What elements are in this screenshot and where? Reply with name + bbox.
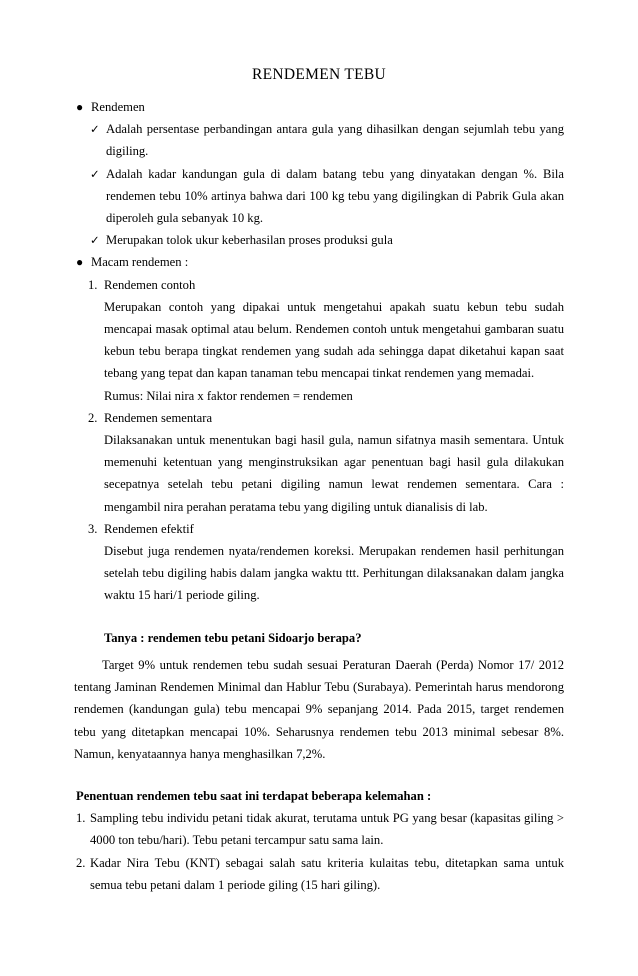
weakness-item: 1. Sampling tebu individu petani tidak akurat, terutama untuk PG yang besar (kapasitas giling > 4000 ton tebu/hari). Tebu petani tercampur satu sama lain.	[76, 811, 564, 848]
document-body	[76, 96, 564, 669]
weakness-item: 2. Kadar Nira Tebu (KNT) sebagai salah satu kriteria kulaitas tebu, ditetapkan sama untuk semua tebu petani dalam 1 periode giling (15 hari giling).	[76, 855, 564, 892]
target-paragraph: Target 9% untuk rendemen tebu sudah sesuai Peraturan Daerah (Perda) Nomor 17/ 2012 tentang Jaminan Rendemen Minimal dan Hablur Tebu (Surabaya). Pemerintah harus mendorong rendemen (kandungan gula) tebu mencapai 9% sepanjang 2014. Pada 2015, target rendemen tebu yang ditetapkan mencapai 10%. Seharusnya rendemen tebu 2013 minimal sebesar 8%. Namun, kenyataannya hanya menghasilkan 7,2%.	[74, 658, 564, 761]
definition-item: ✓ Adalah persentase perbandingan antara gula yang dihasilkan dengan sejumlah tebu yang digiling.	[78, 118, 564, 162]
lower-section	[76, 654, 564, 896]
checkmark-icon: ✓	[90, 166, 100, 181]
macam-item-name: 1. Rendemen contoh	[88, 277, 196, 292]
macam-item-desc: Disebut juga rendemen nyata/rendemen koreksi. Merupakan rendemen hasil perhitungan setelah tebu digiling habis dalam jangka waktu ttt. Perhitungan dilaksanakan dalam jangka waktu 15 hari/1 periode giling.	[104, 544, 564, 603]
rendemen-definitions	[78, 118, 564, 251]
bullet-rendemen	[76, 96, 564, 118]
bullet-macam-rendemen	[76, 251, 564, 273]
bullet-icon: ●	[76, 100, 84, 114]
bullet-icon: ●	[76, 255, 84, 270]
macam-list	[76, 274, 564, 607]
definition-item: ✓ Adalah kadar kandungan gula di dalam batang tebu yang dinyatakan dengan %. Bila rendemen tebu 10% artinya bahwa dari 100 kg tebu yang digilingkan di Pabrik Gula akan diperoleh gula sebanyak 10 kg.	[78, 163, 564, 230]
macam-label: Macam rendemen :	[91, 255, 189, 270]
document-title: RENDEMEN TEBU	[251, 66, 387, 83]
weakness-list	[76, 807, 564, 896]
weakness-heading: Penentuan rendemen tebu saat ini terdapat beberapa kelemahan :	[76, 789, 432, 804]
macam-item-desc: Dilaksanakan untuk menentukan bagi hasil gula, namun sifatnya masih sementara. Untuk memenuhi ketentuan yang menginstruksikan agar penentuan bagi hasil gula dilakukan secepatnya setelah tebu petani digiling namun lewat rendemen sementara. Cara : mengambil nira perahan peratama tebu yang digiling untuk dianalisis di lab.	[104, 433, 564, 514]
macam-item-formula: Rumus: Nilai nira x faktor rendemen = rendemen	[104, 388, 353, 403]
checkmark-icon: ✓	[90, 233, 100, 248]
macam-item-name: 2. Rendemen sementara	[88, 410, 213, 425]
checkmark-icon: ✓	[90, 122, 100, 137]
macam-item-name: 3. Rendemen efektif	[88, 521, 194, 536]
rendemen-label: Rendemen	[91, 100, 145, 114]
macam-item-desc: Merupakan contoh yang dipakai untuk mengetahui apakah suatu kebun tebu sudah mencapai masak optimal atau belum. Rendemen contoh untuk mengetahui gambaran suatu kebun tebu berapa tingkat rendemen yang sudah ada sehingga dapat diketahui kapan saat tebang yang tepat dan kapan tanaman tebu mencapai tinkat rendemen yang memadai.	[104, 299, 564, 381]
definition-item: ✓ Merupakan tolok ukur keberhasilan proses produksi gula	[78, 229, 564, 251]
question-heading: Tanya : rendemen tebu petani Sidoarjo berapa?	[104, 630, 362, 645]
